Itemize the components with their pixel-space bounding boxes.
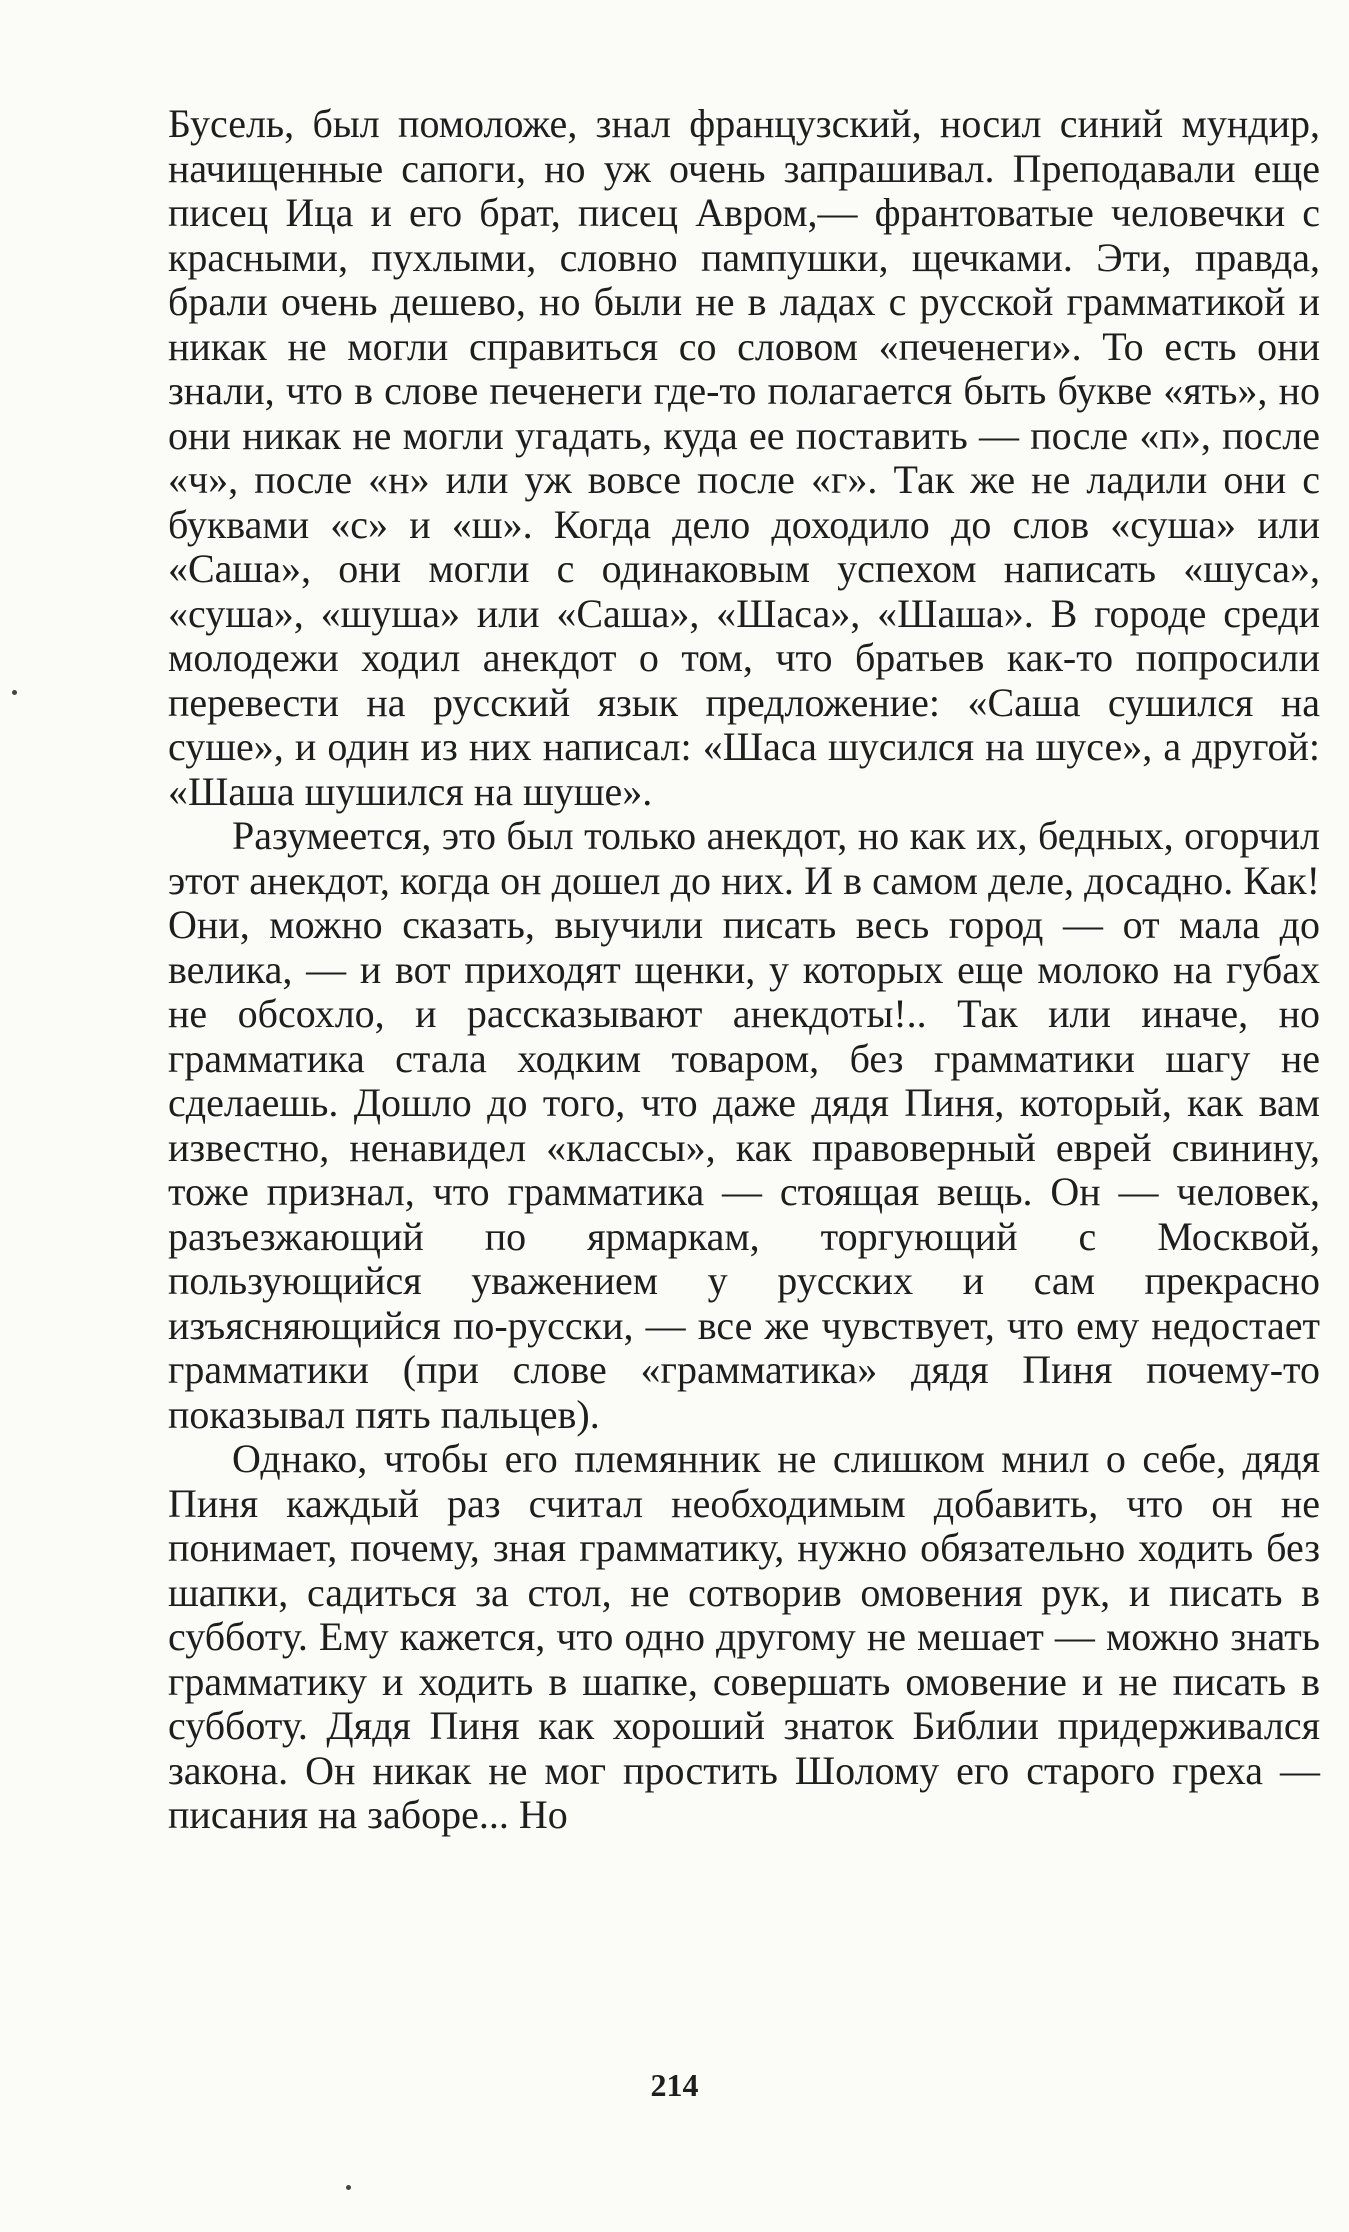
page-number: 214 bbox=[650, 2067, 699, 2103]
print-speck bbox=[346, 2185, 351, 2190]
page-body bbox=[168, 102, 1320, 1838]
paragraph-1: Бусель, был помоложе, знал французский, носил синий мундир, начищенные сапоги, но уж очень запрашивал. Преподавали еще писец Ица и его брат, писец Авром,— франтоватые человечки с красными, пухлыми, словно пампушки, щечками. Эти, правда, брали очень дешево, но были не в ладах с русской грамматикой и никак не могли справиться со словом «печенеги». То есть они знали, что в слове печенеги где-то полагается быть букве «ять», но они никак не могли угадать, куда ее поставить — после «п», после «ч», после «н» или уж вовсе после «г». Так же не ладили они с буквами «с» и «ш». Когда дело доходило до слов «суша» или «Саша», они могли с одинаковым успехом написать «шуса», «суша», «шуша» или «Саша», «Шаса», «Шаша». В городе среди молодежи ходил анекдот о том, что братьев как-то попросили перевести на русский язык предложение: «Саша сушился на суше», и один из них написал: «Шаса шусился на шусе», а другой: «Шаша шушился на шуше». bbox=[168, 101, 1320, 814]
print-speck bbox=[12, 690, 17, 695]
paragraph-3: Однако, чтобы его племянник не слишком мнил о себе, дядя Пиня каждый раз считал необходимым добавить, что он не понимает, почему, зная грамматику, нужно обязательно ходить без шапки, садиться за стол, не сотворив омовения рук, и писать в субботу. Ему кажется, что одно другому не мешает — можно знать грамматику и ходить в шапке, совершать омовение и не писать в субботу. Дядя Пиня как хороший знаток Библии придерживался закона. Он никак не мог простить Шолому его старого греха — писания на заборе... Но bbox=[168, 1436, 1320, 1837]
paragraph-2: Разумеется, это был только анекдот, но как их, бедных, огорчил этот анекдот, когда он дошел до них. И в самом деле, досадно. Как! Они, можно сказать, выучили писать весь город — от мала до велика, — и вот приходят щенки, у которых еще молоко на губах не обсохло, и рассказывают анекдоты!.. Так или иначе, но грамматика стала ходким товаром, без грамматики шагу не сделаешь. Дошло до того, что даже дядя Пиня, который, как вам известно, ненавидел «классы», как правоверный еврей свинину, тоже признал, что грамматика — стоящая вещь. Он — человек, разъезжающий по ярмаркам, торгующий с Москвой, пользующийся уважением у русских и сам прекрасно изъясняющийся по-русски, — все же чувствует, что ему недостает грамматики (при слове «грамматика» дядя Пиня почему-то показывал пять пальцев). bbox=[168, 813, 1320, 1437]
